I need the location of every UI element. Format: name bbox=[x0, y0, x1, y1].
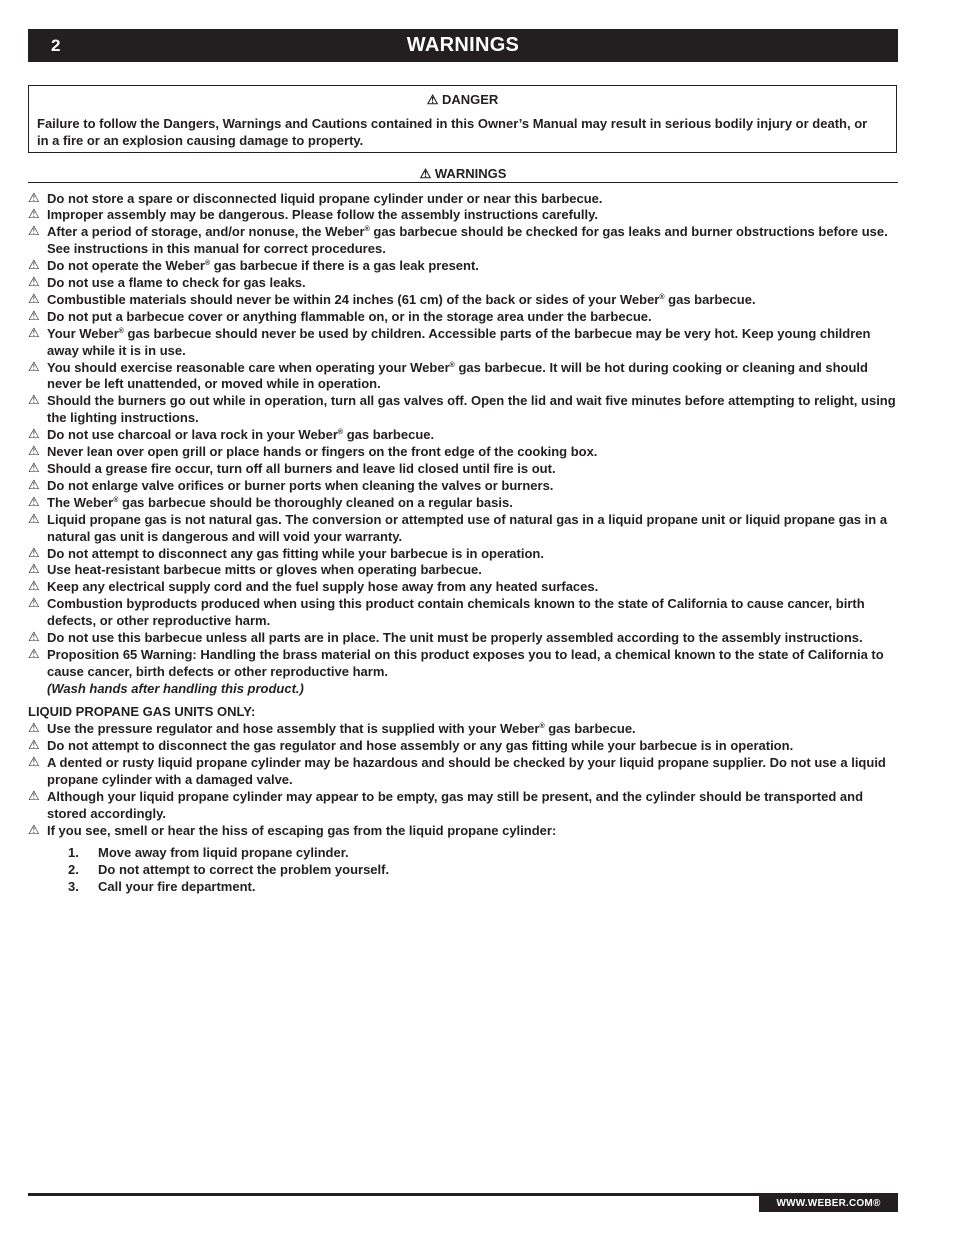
warning-item bbox=[28, 562, 903, 579]
warning-item bbox=[28, 579, 903, 596]
step-text: Move away from liquid propane cylinder. bbox=[98, 845, 349, 861]
warning-icon: ⚠ bbox=[28, 308, 40, 324]
page-number: 2 bbox=[51, 36, 61, 55]
warning-icon: ⚠ bbox=[28, 788, 40, 804]
warning-item bbox=[28, 478, 903, 495]
warning-icon: ⚠ bbox=[28, 291, 40, 307]
step-text: Call your fire department. bbox=[98, 879, 256, 895]
warning-icon: ⚠ bbox=[28, 721, 40, 737]
warning-text: Do not attempt to disconnect the gas regulator and hose assembly or any gas fitting while your barbecue is in operation. bbox=[47, 738, 794, 753]
warning-item bbox=[28, 647, 903, 681]
warning-item bbox=[28, 461, 903, 478]
warning-item bbox=[28, 309, 903, 326]
warning-icon: ⚠ bbox=[28, 579, 40, 595]
warning-item bbox=[28, 326, 903, 360]
warning-icon: ⚠ bbox=[28, 822, 40, 838]
step-number: 1. bbox=[68, 845, 79, 861]
warning-item bbox=[28, 512, 903, 546]
lp-warning-item bbox=[28, 738, 903, 755]
warning-text: Your Weber® gas barbecue should never be used by children. Accessible parts of the barbecue may be very hot. Keep young children away while it is in use. bbox=[47, 325, 871, 358]
step-number: 3. bbox=[68, 879, 79, 895]
warning-item bbox=[28, 630, 903, 647]
warning-text: A dented or rusty liquid propane cylinder may be hazardous and should be checked by your liquid propane supplier. Do not use a liquid propane cylinder with a damaged valve. bbox=[47, 754, 886, 787]
warning-icon: ⚠ bbox=[28, 494, 40, 510]
warnings-list bbox=[28, 191, 903, 897]
warning-item bbox=[28, 427, 903, 444]
step-item bbox=[28, 845, 903, 862]
lp-warning-item bbox=[28, 789, 903, 823]
warning-text: After a period of storage, and/or nonuse, the Weber® gas barbecue should be checked for gas leaks and burner obstructions before use. See instructions in this manual for correct procedures. bbox=[47, 224, 888, 257]
emergency-steps bbox=[28, 845, 903, 896]
warning-item bbox=[28, 207, 903, 224]
warning-text: Never lean over open grill or place hands or fingers on the front edge of the cooking box. bbox=[47, 444, 598, 460]
warning-item bbox=[28, 495, 903, 512]
page-title: WARNINGS bbox=[406, 34, 520, 56]
warning-icon: ⚠ bbox=[28, 545, 40, 561]
warning-icon: ⚠ bbox=[28, 511, 40, 527]
warning-text: Improper assembly may be dangerous. Please follow the assembly instructions carefully. bbox=[47, 207, 599, 223]
warning-text: Do not store a spare or disconnected liquid propane cylinder under or near this barbecue. bbox=[47, 190, 603, 206]
warning-text: Use heat-resistant barbecue mitts or gloves when operating barbecue. bbox=[47, 562, 482, 578]
warning-icon: ⚠ bbox=[28, 461, 40, 476]
warning-icon: ⚠ bbox=[28, 444, 40, 460]
warning-icon: ⚠ bbox=[28, 258, 40, 274]
warning-text: Proposition 65 Warning: Handling the brass material on this product exposes you to lead, a chemical known to the state of California to cause cancer, birth defects or other reproductive harm. bbox=[47, 646, 884, 679]
warning-icon: ⚠ bbox=[28, 207, 40, 223]
warning-icon: ⚠ bbox=[28, 427, 40, 443]
prop65-note: (Wash hands after handling this product.) bbox=[47, 680, 304, 696]
warning-icon: ⚠ bbox=[28, 325, 40, 341]
lp-warning-item bbox=[28, 721, 903, 738]
warning-icon: ⚠ bbox=[28, 562, 40, 578]
warning-icon: ⚠ bbox=[28, 393, 40, 409]
warning-icon: ⚠ bbox=[28, 275, 40, 291]
warning-icon: ⚠ bbox=[28, 738, 40, 753]
warning-text: Do not enlarge valve orifices or burner ports when cleaning the valves or burners. bbox=[47, 477, 554, 493]
warning-item bbox=[28, 224, 903, 258]
lp-section-heading: LIQUID PROPANE GAS UNITS ONLY: bbox=[28, 704, 256, 720]
warning-item bbox=[28, 360, 903, 394]
warning-text: Do not use this barbecue unless all parts are in place. The unit must be properly assembled according to the assembly instructions. bbox=[47, 630, 863, 646]
warning-item bbox=[28, 596, 903, 630]
step-number: 2. bbox=[68, 862, 79, 878]
page-header bbox=[28, 29, 898, 62]
step-item bbox=[28, 862, 903, 879]
warnings-heading: ⚠ WARNINGS bbox=[28, 166, 898, 183]
warning-item bbox=[28, 275, 903, 292]
warning-icon: ⚠ bbox=[28, 190, 40, 206]
warning-text: If you see, smell or hear the hiss of escaping gas from the liquid propane cylinder: bbox=[47, 822, 557, 838]
warning-text: Combustible materials should never be within 24 inches (61 cm) of the back or sides of your Weber® gas barbecue. bbox=[47, 291, 756, 307]
lp-warnings bbox=[28, 721, 903, 839]
danger-heading: ⚠ DANGER bbox=[426, 92, 499, 107]
warning-text: Do not attempt to disconnect any gas fitting while your barbecue is in operation. bbox=[47, 545, 544, 561]
warning-icon: ⚠ bbox=[28, 224, 40, 240]
warning-text: Liquid propane gas is not natural gas. The conversion or attempted use of natural gas in a liquid propane unit or liquid propane gas in a natural gas unit is dangerous and will void your warranty. bbox=[47, 511, 888, 544]
warning-icon: ⚠ bbox=[28, 630, 40, 646]
warning-icon: ⚠ bbox=[28, 477, 40, 493]
warning-text: Do not use a flame to check for gas leaks. bbox=[47, 275, 306, 291]
footer-website: WWW.WEBER.COM® bbox=[759, 1195, 898, 1212]
step-text: Do not attempt to correct the problem yourself. bbox=[98, 862, 390, 878]
warning-text: Do not operate the Weber® gas barbecue if there is a gas leak present. bbox=[47, 258, 479, 274]
warning-icon: ⚠ bbox=[28, 646, 40, 662]
warning-icon: ⚠ bbox=[28, 359, 40, 375]
warning-text: Use the pressure regulator and hose assembly that is supplied with your Weber® gas barbecue. bbox=[47, 721, 636, 737]
warning-text: Although your liquid propane cylinder may appear to be empty, gas may still be present, and the cylinder should be transported and stored accordingly. bbox=[47, 788, 864, 821]
warning-text: Do not put a barbecue cover or anything flammable on, or in the storage area under the barbecue. bbox=[47, 308, 652, 324]
general-warnings bbox=[28, 191, 903, 681]
warning-icon: ⚠ bbox=[28, 754, 40, 770]
warning-item bbox=[28, 546, 903, 563]
lp-warning-item bbox=[28, 823, 903, 840]
step-item bbox=[28, 879, 903, 896]
warning-text: Keep any electrical supply cord and the fuel supply hose away from any heated surfaces. bbox=[47, 579, 599, 595]
warning-text: The Weber® gas barbecue should be thoroughly cleaned on a regular basis. bbox=[47, 494, 513, 510]
warning-text: Do not use charcoal or lava rock in your Weber® gas barbecue. bbox=[47, 427, 435, 443]
warning-text: Should the burners go out while in operation, turn all gas valves off. Open the lid and wait five minutes before attempting to relight, using the lighting instructions. bbox=[47, 393, 896, 426]
warning-text: You should exercise reasonable care when operating your Weber® gas barbecue. It will be hot during cooking or cleaning and should never be left unattended, or moved while in operation. bbox=[47, 359, 868, 392]
danger-box bbox=[28, 85, 897, 153]
warning-text: Should a grease fire occur, turn off all burners and leave lid closed until fire is out. bbox=[47, 461, 556, 476]
warning-text: Combustion byproducts produced when using this product contain chemicals known to the state of California to cause cancer, birth defects, or other reproductive harm. bbox=[47, 596, 865, 629]
warning-item bbox=[28, 258, 903, 275]
warning-item bbox=[28, 393, 903, 427]
warning-item bbox=[28, 292, 903, 309]
warning-item bbox=[28, 444, 903, 461]
warning-icon: ⚠ bbox=[28, 596, 40, 612]
danger-text: Failure to follow the Dangers, Warnings and Cautions contained in this Owner’s Manual may result in serious bodily injury or death, or in a fire or an explosion causing damage to property. bbox=[37, 116, 868, 148]
warning-item bbox=[28, 191, 903, 208]
lp-warning-item bbox=[28, 755, 903, 789]
